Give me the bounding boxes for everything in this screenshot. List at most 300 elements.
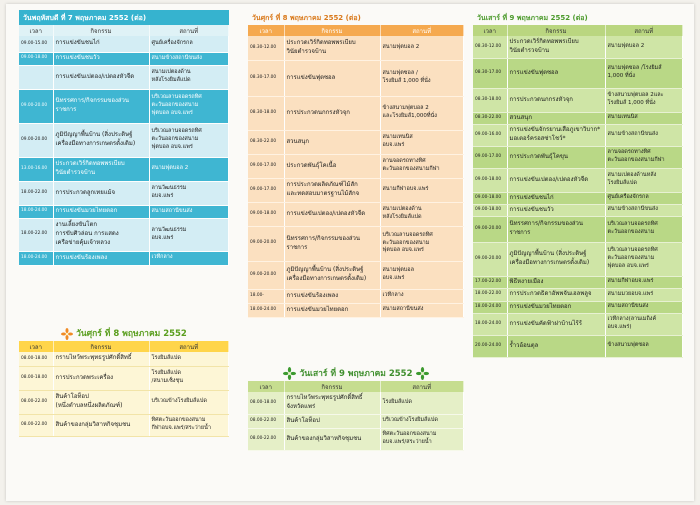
schedule-row xyxy=(473,335,683,357)
schedule-row xyxy=(248,392,464,414)
activity-line: ราชการ xyxy=(55,106,77,113)
place-line: โรงยิมส์ 1,000 ที่นั่ง xyxy=(382,78,431,84)
place-line: โรงยิมส์แปด xyxy=(151,354,181,361)
schedule-row xyxy=(19,390,229,414)
schedule-row xyxy=(473,288,683,301)
schedule-row xyxy=(248,36,464,60)
activity-line: การแข่งขันฟุตซอล xyxy=(509,68,559,76)
schedule-row xyxy=(248,202,464,226)
time-cell: 09.00-18.00 xyxy=(19,52,53,65)
place-line: สนามกีฬาอบจ.แพร่ xyxy=(382,186,429,193)
time-cell: 09.00-17.00 xyxy=(248,154,284,178)
time-cell: 18.00-22.00 xyxy=(19,181,53,205)
place-cell xyxy=(380,60,464,96)
activity-line: กราบไหว้พระพุทธรูปศักดิ์สิทธิ์ xyxy=(55,354,132,362)
place-line: ตะวันออกของสนาม xyxy=(607,255,655,262)
place-line: โรงยิมส์แปด xyxy=(151,370,181,377)
place-line: บริเวณลานจอดรถทิศ xyxy=(607,247,658,254)
schedule-row xyxy=(473,313,683,335)
place-line: หลังโรงยิมส์แปด xyxy=(151,77,191,83)
activity-cell xyxy=(284,226,380,261)
place-line: ข้างสนามฟุตซอล xyxy=(607,342,649,349)
time-cell: 08.00-18.00 xyxy=(19,366,53,390)
activity-line: การแข่งขันชนวัว xyxy=(55,54,100,62)
activity-line: การประกวดพระเครื่อง xyxy=(55,373,114,381)
schedule-row xyxy=(19,352,229,366)
place-line: สนามฟุตซอล / xyxy=(382,70,418,77)
place-line: สนามสถานีขนส่ง xyxy=(607,303,649,310)
activity-cell xyxy=(507,301,605,313)
activity-cell xyxy=(284,154,380,178)
activity-line: การแข่งขันเปตอง/เปตองหัวจืด xyxy=(286,209,366,217)
place-line: บริเวณลานจอดรถทิศ xyxy=(151,94,202,101)
time-cell: 18.00-24.00 xyxy=(19,205,53,218)
activity-line: (หนึ่งตำบลหนึ่งผลิตภัณฑ์) xyxy=(55,402,123,409)
place-line: อบจ.แพร่/สระว่ายน้ำ xyxy=(382,439,432,445)
activity-line: นิทรรศการ/กิจกรรมของส่วน xyxy=(509,220,584,228)
time-cell: 09.00-20.00 xyxy=(473,216,507,242)
place-line: โรงยิมส์ 1,000 ที่นั่ง xyxy=(607,100,656,106)
place-line: สนามมวยอบจ.แพร่ xyxy=(607,290,654,297)
time-cell: 18.00-22.00 xyxy=(19,218,53,251)
header-place: สถานที่ xyxy=(605,25,683,36)
time-cell: 08.30-22.00 xyxy=(248,130,284,154)
schedule-row xyxy=(248,130,464,154)
place-line: สนามเทนนิส xyxy=(382,134,413,141)
activity-line: มอเตอร์ครอสซ่าโชว์* xyxy=(509,135,566,142)
schedule-row xyxy=(248,60,464,96)
time-cell: 09.00-18.00 xyxy=(473,168,507,192)
activity-cell xyxy=(53,366,149,390)
activity-line: ประกวดเวิร์กิดทอพพรเบียบ xyxy=(286,39,356,47)
activity-cell xyxy=(53,65,149,89)
place-cell xyxy=(149,89,229,123)
place-line: ตะวันออกของสนาม xyxy=(151,102,199,109)
place-cell xyxy=(380,36,464,60)
activity-line: พิธีหงายเมือง xyxy=(509,277,544,285)
schedule-row xyxy=(19,414,229,436)
place-line: ตะวันออกของสนามกีฬา xyxy=(382,166,440,172)
time-cell: 09.00-18.00 xyxy=(248,202,284,226)
place-line: ตะวันออกของสนามกีฬา xyxy=(607,157,665,163)
place-line: ลานจอดรถทางทิศ xyxy=(607,149,651,156)
activity-cell xyxy=(284,60,380,96)
place-cell xyxy=(605,313,683,335)
activity-line: การประกวดนกกรงหัวจุก xyxy=(509,95,573,103)
time-cell: 08.30-18.00 xyxy=(473,88,507,112)
schedule-row xyxy=(19,123,229,157)
place-cell xyxy=(380,96,464,130)
activity-cell xyxy=(284,36,380,60)
time-cell: 08.30-17.00 xyxy=(248,60,284,96)
schedule-row xyxy=(248,261,464,289)
header-activity: กิจกรรม xyxy=(507,25,605,36)
place-line: สนามข้างสถานีขนส่ง xyxy=(151,54,202,61)
time-cell: 08.30-22.00 xyxy=(473,112,507,124)
time-cell: 08.30-17.00 xyxy=(473,58,507,88)
schedule-row xyxy=(19,181,229,205)
place-line: ลานจอดรถทางทิศ xyxy=(382,158,426,165)
activity-cell xyxy=(53,52,149,65)
time-cell: 08.00-18.00 xyxy=(248,392,284,414)
place-line: หลังโรงยิมส์แปด xyxy=(382,214,422,220)
schedule-row xyxy=(248,154,464,178)
place-cell xyxy=(149,157,229,181)
activity-line: เครื่องมือทางการเกษตรดั้งเดิม) xyxy=(286,275,367,282)
place-line: ศูนย์เครื่องจักรกล xyxy=(607,194,649,201)
activity-line: การแข่งขันจักรยานเสือภูเขาวิบาก* xyxy=(509,126,601,134)
place-line: สนามข้างสถานีขนส่ง xyxy=(607,131,658,138)
schedule-row xyxy=(473,88,683,112)
place-line: กีฬาอบจ.แพร่/สระว่ายน้ำ xyxy=(151,425,211,431)
activity-cell xyxy=(507,242,605,276)
place-cell xyxy=(149,181,229,205)
place-line: สนามฟุตบอล 2 xyxy=(151,165,189,172)
time-cell: 09.00-18.00 xyxy=(473,192,507,204)
flower-icon xyxy=(61,328,73,340)
activity-line: การแข่งขันคัดฟ้าฝาบ้านไร้ร้ xyxy=(509,319,582,327)
place-line: อบจ.แพร่) xyxy=(607,324,632,330)
place-cell xyxy=(605,276,683,288)
activity-cell xyxy=(507,88,605,112)
activity-cell xyxy=(284,289,380,303)
activity-cell xyxy=(284,96,380,130)
schedule-row xyxy=(473,124,683,146)
activity-cell xyxy=(284,392,380,414)
schedule-row xyxy=(473,242,683,276)
activity-line: ประกวดพันธุ์โคเนื้อ xyxy=(286,161,337,169)
activity-line: ราชการ xyxy=(286,243,308,251)
place-cell xyxy=(605,168,683,192)
activity-line: ภูมิปัญญาพื้นบ้าน (สิ่งประดิษฐ์ xyxy=(509,250,587,258)
place-line: ตะวันออกของสนาม xyxy=(151,136,199,143)
place-line: โรงยิมส์แปด xyxy=(607,180,637,186)
activity-cell xyxy=(53,218,149,251)
schedule-row xyxy=(473,216,683,242)
activity-line: จังหวัดแพร่ xyxy=(286,402,316,410)
place-cell xyxy=(380,226,464,261)
place-line: สนามฟุตบอล 2 xyxy=(382,43,420,50)
place-line: ทิศตะวันออกของสนาม xyxy=(151,417,206,424)
time-cell: 09.00-20.00 xyxy=(19,123,53,157)
place-cell xyxy=(149,390,229,414)
place-line: บริเวณลานจอดรถทิศ xyxy=(151,128,202,135)
time-cell: 08.30-12.00 xyxy=(473,36,507,58)
activity-line: การประกวดลูกเทยแม้จ xyxy=(55,188,116,196)
day-title-sat xyxy=(248,362,464,381)
activity-cell xyxy=(53,157,149,181)
activity-line: การแข่งขันฟุตซอล xyxy=(286,73,336,81)
activity-line: การแข่งขันชนไก่ xyxy=(509,193,554,201)
place-cell xyxy=(149,123,229,157)
place-line: สนามสถานีขนส่ง xyxy=(382,306,424,313)
place-cell xyxy=(605,301,683,313)
activity-cell xyxy=(284,414,380,428)
activity-line: สินค้าของกลุ่มวิสาหกิจชุมชน xyxy=(286,434,362,442)
time-cell: 08.00-22.00 xyxy=(248,414,284,428)
place-line: และโรงยิมส์1,000ที่นั่ง xyxy=(382,113,437,119)
schedule-row xyxy=(19,251,229,265)
time-cell: 08.00-22.00 xyxy=(248,428,284,450)
activity-cell xyxy=(507,36,605,58)
time-cell: 18.00- xyxy=(248,289,284,303)
header-activity: กิจกรรม xyxy=(53,25,149,36)
place-cell xyxy=(380,178,464,202)
activity-line: ประกวดเวิร์กิดทอพพรเบียบ xyxy=(55,160,125,168)
place-cell xyxy=(605,36,683,58)
place-line: อบจ.แพร่ xyxy=(151,234,174,241)
place-line: ตะวันออกของสนาม xyxy=(382,239,430,246)
header-activity: กิจกรรม xyxy=(284,381,380,392)
place-line: บริเวณข้างโรงยิมส์แปด xyxy=(151,398,207,405)
activity-cell xyxy=(284,178,380,202)
place-line: ศูนย์เครื่องจักรกล xyxy=(151,39,193,46)
activity-line: วินัยตำรวจบ้าน xyxy=(286,47,327,55)
schedule-sat-9-may xyxy=(248,362,464,451)
time-cell: 09.00-20.00 xyxy=(19,89,53,123)
activity-line: สวนสนุก xyxy=(509,113,533,121)
place-cell xyxy=(380,428,464,450)
activity-cell xyxy=(53,123,149,157)
place-cell xyxy=(605,58,683,88)
place-line: ฟุตบอล อบจ.แพร่ xyxy=(151,109,193,116)
activity-cell xyxy=(507,58,605,88)
activity-cell xyxy=(507,313,605,335)
activity-cell xyxy=(507,288,605,301)
place-line: ข้างสนามฟุตบอล 2และ xyxy=(607,92,664,99)
place-line: สนามฟุตบอล 2 xyxy=(607,42,645,49)
place-cell xyxy=(605,288,683,301)
activity-line: สินค้าโอท็อป xyxy=(286,416,320,424)
place-cell xyxy=(380,154,464,178)
activity-line: การประกวดผลิตภัณฑ์ไม้สัก xyxy=(286,181,358,189)
place-cell xyxy=(605,216,683,242)
activity-cell xyxy=(507,112,605,124)
activity-line: นิทรรศการ/กิจกรรมของส่วน xyxy=(55,97,130,105)
schedule-row xyxy=(473,36,683,58)
place-line: โรงยิมส์แปด xyxy=(382,398,412,405)
place-line: สนามเปตองด้านหลัง xyxy=(607,172,657,179)
activity-line: วินัยตำรวจบ้าน xyxy=(55,169,96,176)
activity-cell xyxy=(284,303,380,317)
place-line: ตะวันออกของสนาม xyxy=(607,229,655,235)
header-place: สถานที่ xyxy=(149,25,229,36)
time-cell: 08.30-12.00 xyxy=(248,36,284,60)
activity-line: วินัยตำรวจบ้าน xyxy=(509,46,550,54)
place-line: เวทีกลาง xyxy=(382,292,404,299)
activity-line: การประกวดพันธุ์โคขุน xyxy=(509,152,569,160)
activity-line: การแข่งขันชนวัว xyxy=(509,205,554,213)
activity-line: และทดสอบมาตรฐานไม้สักจ xyxy=(286,190,360,197)
place-cell xyxy=(605,88,683,112)
place-line: สนามฟุตบอล xyxy=(382,267,414,274)
schedule-row xyxy=(248,428,464,450)
activity-line: การแข่งขันมวยไทยตอก xyxy=(286,305,349,313)
activity-line: งานเลี้ยงขันโตก xyxy=(55,221,98,229)
activity-cell xyxy=(507,192,605,204)
place-line: ลานวัฒนธรรม xyxy=(151,226,187,233)
place-line: เวทีกลาง(ลานเมถิงค์ xyxy=(607,316,657,323)
header-time: เวลา xyxy=(248,25,284,36)
place-line: เวทีกลาง xyxy=(151,254,173,261)
activity-line: สินค้าของกลุ่มวิสาหกิจชุมชน xyxy=(55,420,131,428)
day-title-fri-cont: วันศุกร์ ที่ 8 พฤษภาคม 2552 (ต่อ) xyxy=(252,14,361,22)
place-cell xyxy=(380,261,464,289)
schedule-row xyxy=(248,414,464,428)
place-line: สนามกีฬาอบจ.แพร่ xyxy=(607,278,654,285)
place-cell xyxy=(605,204,683,216)
schedule-row xyxy=(248,303,464,317)
place-cell xyxy=(149,205,229,218)
day-title-thu: วันพฤหัสบดี ที่ 7 พฤษภาคม 2552 (ต่อ) xyxy=(19,10,229,25)
activity-cell xyxy=(53,89,149,123)
activity-cell xyxy=(284,428,380,450)
day-title-fri xyxy=(19,322,229,341)
schedule-table-sat xyxy=(248,381,464,451)
place-line: สนามฟุตซอล /โรงยิมส์ xyxy=(607,65,662,72)
activity-cell xyxy=(53,352,149,366)
place-line: ฟุตบอล อบจ.แพร่ xyxy=(607,262,649,269)
schedule-row xyxy=(19,205,229,218)
place-cell xyxy=(149,36,229,52)
schedule-row xyxy=(19,366,229,390)
activity-line: การขับศิวล่อน การแสดง xyxy=(55,230,119,238)
schedule-row xyxy=(19,65,229,89)
time-cell: 08.30-18.00 xyxy=(248,96,284,130)
schedule-row xyxy=(473,276,683,288)
place-cell xyxy=(149,366,229,390)
schedule-row xyxy=(473,168,683,192)
place-cell xyxy=(380,289,464,303)
activity-cell xyxy=(507,168,605,192)
activity-cell xyxy=(53,205,149,218)
activity-line: การแข่งขันร้องเพลง xyxy=(55,253,108,261)
place-line: ทิศตะวันออกของสนาม xyxy=(382,431,437,438)
schedule-fri-8-may xyxy=(19,322,229,437)
activity-line: ภูมิปัญญาพื้นบ้าน (สิ่งประดิษฐ์ xyxy=(286,266,364,274)
time-cell: 08.00-22.00 xyxy=(19,390,53,414)
activity-line: เครือข่ายคุ้มเจ้าหลวง xyxy=(55,238,111,246)
place-line: บริเวณลานจอดรถทิศ xyxy=(382,231,433,238)
day-title-sat-text: วันเสาร์ ที่ 9 พฤษภาคม 2552 xyxy=(299,369,413,379)
activity-cell xyxy=(284,130,380,154)
activity-line: ร้ำวอ้อนตุล xyxy=(509,341,539,349)
place-line: อบจ.แพร่ xyxy=(151,193,174,199)
activity-line: การประกวดธิดาอัพพจันเฮลพลูจ xyxy=(509,290,592,298)
activity-cell xyxy=(507,124,605,146)
activity-line: การแข่งขันมวยไทยตอก xyxy=(509,302,572,310)
flower-icon xyxy=(416,367,429,380)
activity-cell xyxy=(53,251,149,265)
header-activity: กิจกรรม xyxy=(53,341,149,352)
schedule-row xyxy=(248,178,464,202)
schedule-table-fri xyxy=(19,341,229,437)
header-place: สถานที่ xyxy=(149,341,229,352)
schedule-thu-7-may-cont xyxy=(19,10,229,266)
schedule-row xyxy=(19,157,229,181)
header-time: เวลา xyxy=(248,381,284,392)
activity-cell xyxy=(53,414,149,436)
place-line: สนามเปตองด้าน xyxy=(151,69,191,76)
activity-cell xyxy=(507,146,605,168)
time-cell: 17.00-22.00 xyxy=(473,276,507,288)
place-cell xyxy=(380,303,464,317)
time-cell: 18.00-24.00 xyxy=(248,303,284,317)
header-time: เวลา xyxy=(19,25,53,36)
place-cell xyxy=(149,251,229,265)
activity-line: สินค้าโอท็อป xyxy=(55,393,89,401)
place-line: บริเวณลานจอดรถทิศ xyxy=(607,221,658,228)
place-line: อบจ.แพร่ xyxy=(382,275,405,281)
activity-line: การแข่งขันร้องเพลง xyxy=(286,291,339,299)
place-cell xyxy=(605,242,683,276)
time-cell: 18.00-22.00 xyxy=(473,288,507,301)
schedule-fri-8-may-cont xyxy=(248,10,464,318)
activity-cell xyxy=(53,390,149,414)
place-line: สนามสถานีขนส่ง xyxy=(151,207,193,214)
activity-line: นิทรรศการ/กิจกรรมของส่วน xyxy=(286,234,361,242)
time-cell: 18.00-24.00 xyxy=(19,251,53,265)
header-place: สถานที่ xyxy=(380,381,464,392)
place-line: สนามเทนนิส xyxy=(607,114,638,121)
schedule-row xyxy=(473,146,683,168)
place-line: บริเวณข้างโรงยิมส์แปด xyxy=(382,417,438,424)
schedule-row xyxy=(248,289,464,303)
activity-line: การประกวดนกกรงหัวจุก xyxy=(286,108,350,116)
schedule-row xyxy=(473,112,683,124)
place-line: ลานวัฒนธรรม xyxy=(151,185,187,192)
time-cell: 13.00-16.00 xyxy=(19,157,53,181)
time-cell: 18.00-24.00 xyxy=(473,313,507,335)
activity-line: การแข่งขันเปตอง/เปตองหัวจืด xyxy=(509,175,589,183)
schedule-row xyxy=(473,58,683,88)
time-cell: 08.00-22.00 xyxy=(19,414,53,436)
place-cell xyxy=(605,146,683,168)
flower-icon xyxy=(283,367,296,380)
activity-cell xyxy=(53,36,149,52)
activity-line: การแข่งขันเปตอง/เปตองหัวจืด xyxy=(55,72,135,80)
schedule-table-fri-cont xyxy=(248,25,464,318)
place-line: ฟุตบอล อบจ.แพร่ xyxy=(151,143,193,150)
time-cell: 09.00-16.00 xyxy=(473,124,507,146)
time-cell: 09.00-20.00 xyxy=(248,226,284,261)
activity-line: เครื่องมือทางการเกษตรดั้งเดิม) xyxy=(509,259,590,266)
schedule-row xyxy=(473,192,683,204)
activity-line: สวนสนุก xyxy=(286,137,310,145)
activity-line: ประกวดเวิร์กิดทอพพรเบียบ xyxy=(509,38,579,46)
time-cell: 09.00-17.00 xyxy=(248,178,284,202)
place-cell xyxy=(149,52,229,65)
schedule-row xyxy=(473,301,683,313)
place-line: สนามข้างสถานีขนส่ง xyxy=(607,206,658,213)
activity-line: ภูมิปัญญาพื้นบ้าน (สิ่งประดิษฐ์ xyxy=(55,131,133,139)
place-line: ฟุตบอล อบจ.แพร่ xyxy=(382,247,424,254)
time-cell: 09.00-17.00 xyxy=(473,146,507,168)
activity-cell xyxy=(284,202,380,226)
place-cell xyxy=(380,414,464,428)
header-place: สถานที่ xyxy=(380,25,464,36)
place-line: สนามเปตองด้าน xyxy=(382,206,422,213)
schedule-sat-9-may-cont xyxy=(473,10,683,358)
header-activity: กิจกรรม xyxy=(284,25,380,36)
activity-cell xyxy=(284,261,380,289)
place-line: ข้างสนามฟุตบอล 2 xyxy=(382,105,429,112)
place-line: อบจ.แพร่ xyxy=(382,142,405,148)
time-cell: 09.00-18.00 xyxy=(473,204,507,216)
place-cell xyxy=(605,192,683,204)
activity-cell xyxy=(507,216,605,242)
place-cell xyxy=(149,414,229,436)
